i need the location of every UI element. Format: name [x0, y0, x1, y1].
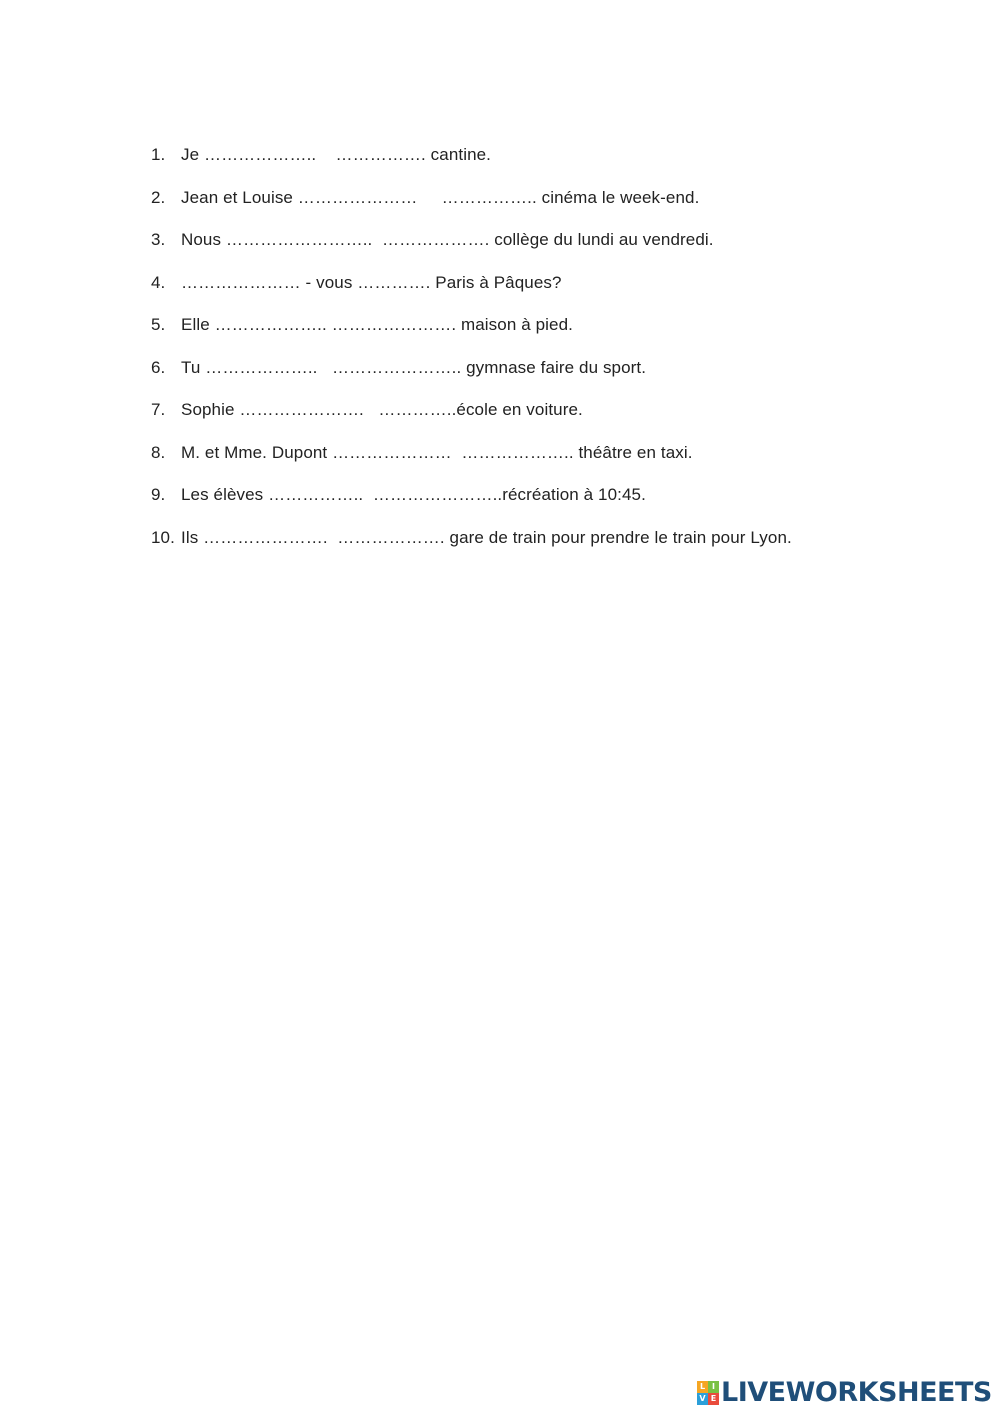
logo-letter: I [708, 1381, 719, 1393]
item-text: Nous …………………….. ………………. collège du lundi au vendredi. [181, 230, 714, 249]
item-text: Ils …………………. ………………. gare de train pour prendre le train pour Lyon. [181, 527, 792, 547]
exercise-item-1 [151, 144, 792, 187]
item-number: 8. [151, 442, 166, 462]
brand-name: LIVEWORKSHEETS [721, 1377, 992, 1408]
item-number: 10. [151, 527, 175, 547]
item-text: Je ……………….. ……………. cantine. [181, 145, 492, 164]
exercise-item-3 [151, 229, 792, 272]
logo-letter: L [697, 1381, 708, 1393]
exercise-item-6 [151, 357, 792, 400]
item-number: 7. [151, 400, 166, 419]
item-number: 3. [151, 230, 166, 249]
item-text: Jean et Louise ………………… …………….. cinéma le week-end. [181, 187, 700, 207]
item-text: M. et Mme. Dupont ………………… ……………….. théâtre en taxi. [181, 442, 693, 462]
item-number: 4. [151, 272, 166, 292]
exercise-item-2 [151, 187, 792, 230]
exercise-item-8 [151, 442, 792, 485]
item-text: Sophie …………………. …………..école en voiture. [181, 400, 583, 419]
item-text: ………………… - vous …………. Paris à Pâques? [181, 272, 562, 292]
item-text: Elle ……………….. …………………. maison à pied. [181, 315, 573, 334]
liveworksheets-logo-icon [697, 1381, 719, 1405]
exercise-item-9 [151, 484, 792, 527]
exercise-item-5 [151, 314, 792, 357]
logo-letter: V [697, 1393, 708, 1405]
logo-letter: E [708, 1393, 719, 1405]
item-text: Tu ……………….. ………………….. gymnase faire du sport. [181, 357, 647, 377]
exercise-item-4 [151, 272, 792, 315]
item-number: 6. [151, 357, 166, 377]
exercise-list [151, 144, 792, 569]
item-number: 1. [151, 145, 166, 164]
exercise-item-7 [151, 399, 792, 442]
liveworksheets-watermark [697, 1378, 992, 1408]
item-number: 2. [151, 187, 166, 207]
item-number: 5. [151, 315, 166, 334]
item-text: Les élèves …………….. …………………..récréation à 10:45. [181, 485, 646, 504]
exercise-item-10 [151, 527, 792, 570]
item-number: 9. [151, 485, 166, 504]
